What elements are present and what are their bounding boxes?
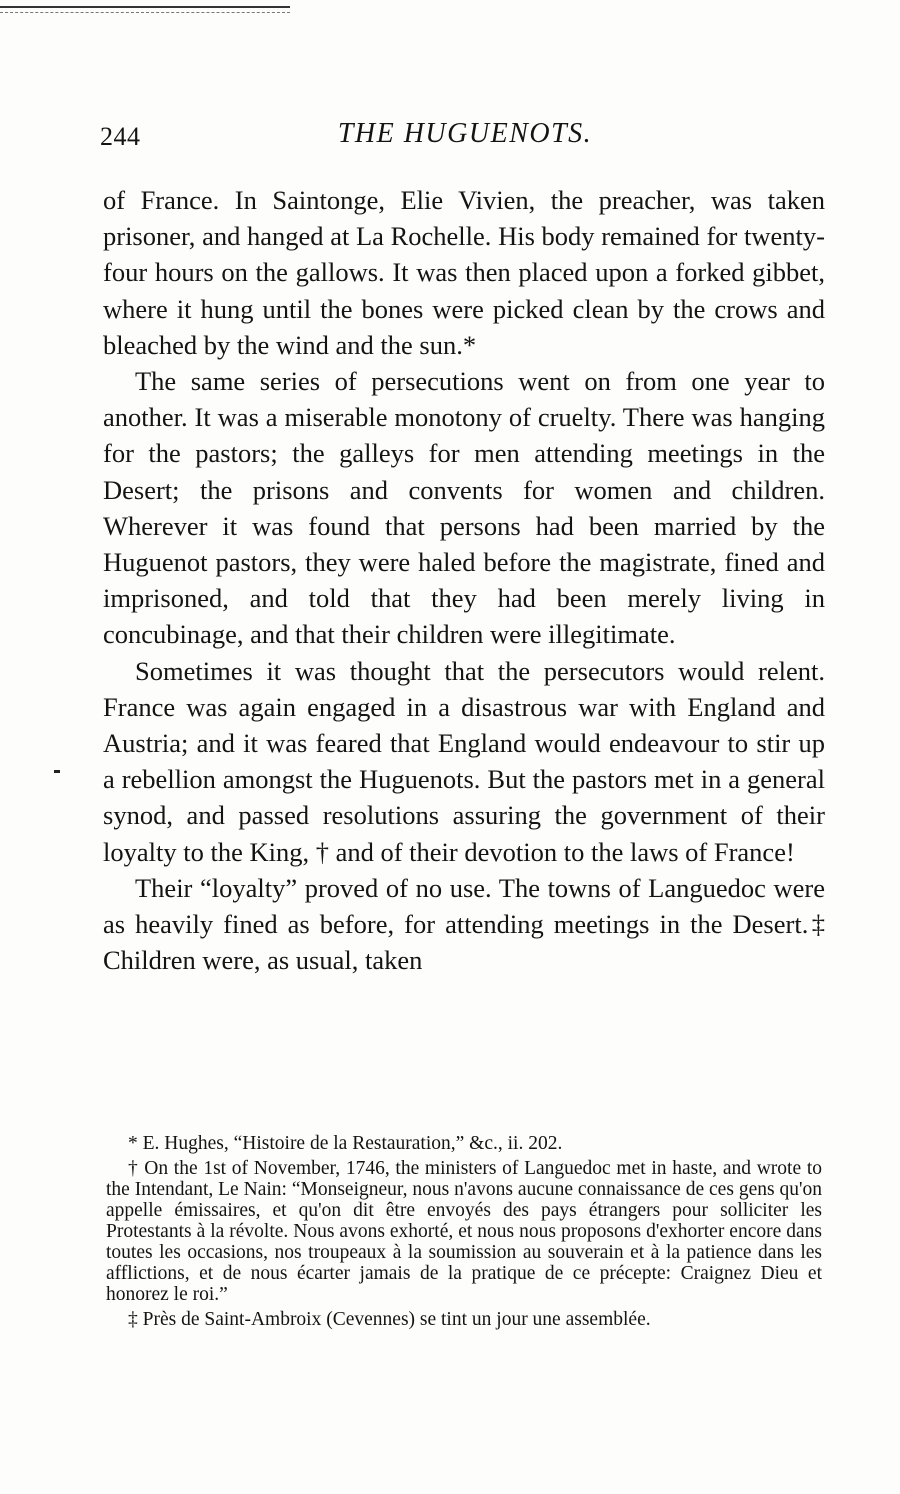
paragraph: Their “loyalty” proved of no use. The towns of Languedoc were as heavily fined as before, for attending meetings in the Desert.‡ Children were, as usual, taken — [103, 872, 825, 976]
running-title: THE HUGUENOTS. — [337, 118, 593, 149]
top-rule — [0, 6, 290, 8]
paragraph: of France. In Saintonge, Elie Vivien, the preacher, was taken prisoner, and hanged at La Rochelle. His body remained for twenty-four hours on the gallows. It was then placed upon a forked gibbet, where it hung until the bones were picked clean by the crows and bleached by the wind and the sun.* — [103, 185, 825, 360]
footnote: * E. Hughes, “Histoire de la Restauration,” &c., ii. 202. — [128, 1133, 563, 1154]
page-number: 244 — [100, 122, 141, 151]
footnotes — [106, 1133, 822, 1334]
footnote: † On the 1st of November, 1746, the ministers of Languedoc met in haste, and wrote to the Intendant, Le Nain: “Monseigneur, nous n'avons aucune connaissance de ces gens qu'on appelle émissaires, et qu'on dit être envoyés des pays étrangers pour solliciter les Protestants à la révolte. Nous avons exhorté, et nous nous proposons d'exhorter encore dans toutes les occasions, nos troupeaux à la soumission au souverain et à la patience dans les afflictions, et de nous écarter jamais de la pratique de ce précepte: Craignez Dieu et honorez le roi.” — [106, 1158, 822, 1305]
page-header — [100, 118, 830, 158]
footnote: ‡ Près de Saint-Ambroix (Cevennes) se tint un jour une assemblée. — [128, 1309, 651, 1330]
top-rule-dashed — [0, 12, 290, 13]
paragraph: Sometimes it was thought that the persecutors would relent. France was again engaged in a disastrous war with England and Austria; and it was feared that England would endeavour to stir up a rebellion amongst the Huguenots. But the pastors met in a general synod, and passed resolutions assuring the government of their loyalty to the King, † and of their devotion to the laws of France! — [103, 655, 825, 867]
paragraph: The same series of persecutions went on from one year to another. It was a miserable monotony of cruelty. There was hanging for the pastors; the galleys for men attending meetings in the Desert; the prisons and convents for women and children. Wherever it was found that persons had been married by the Huguenot pastors, they were haled before the magistrate, fined and imprisoned, and told that they had been merely living in concubinage, and that their children were illegitimate. — [103, 366, 825, 650]
body-text — [103, 182, 825, 978]
margin-mark — [54, 770, 60, 773]
